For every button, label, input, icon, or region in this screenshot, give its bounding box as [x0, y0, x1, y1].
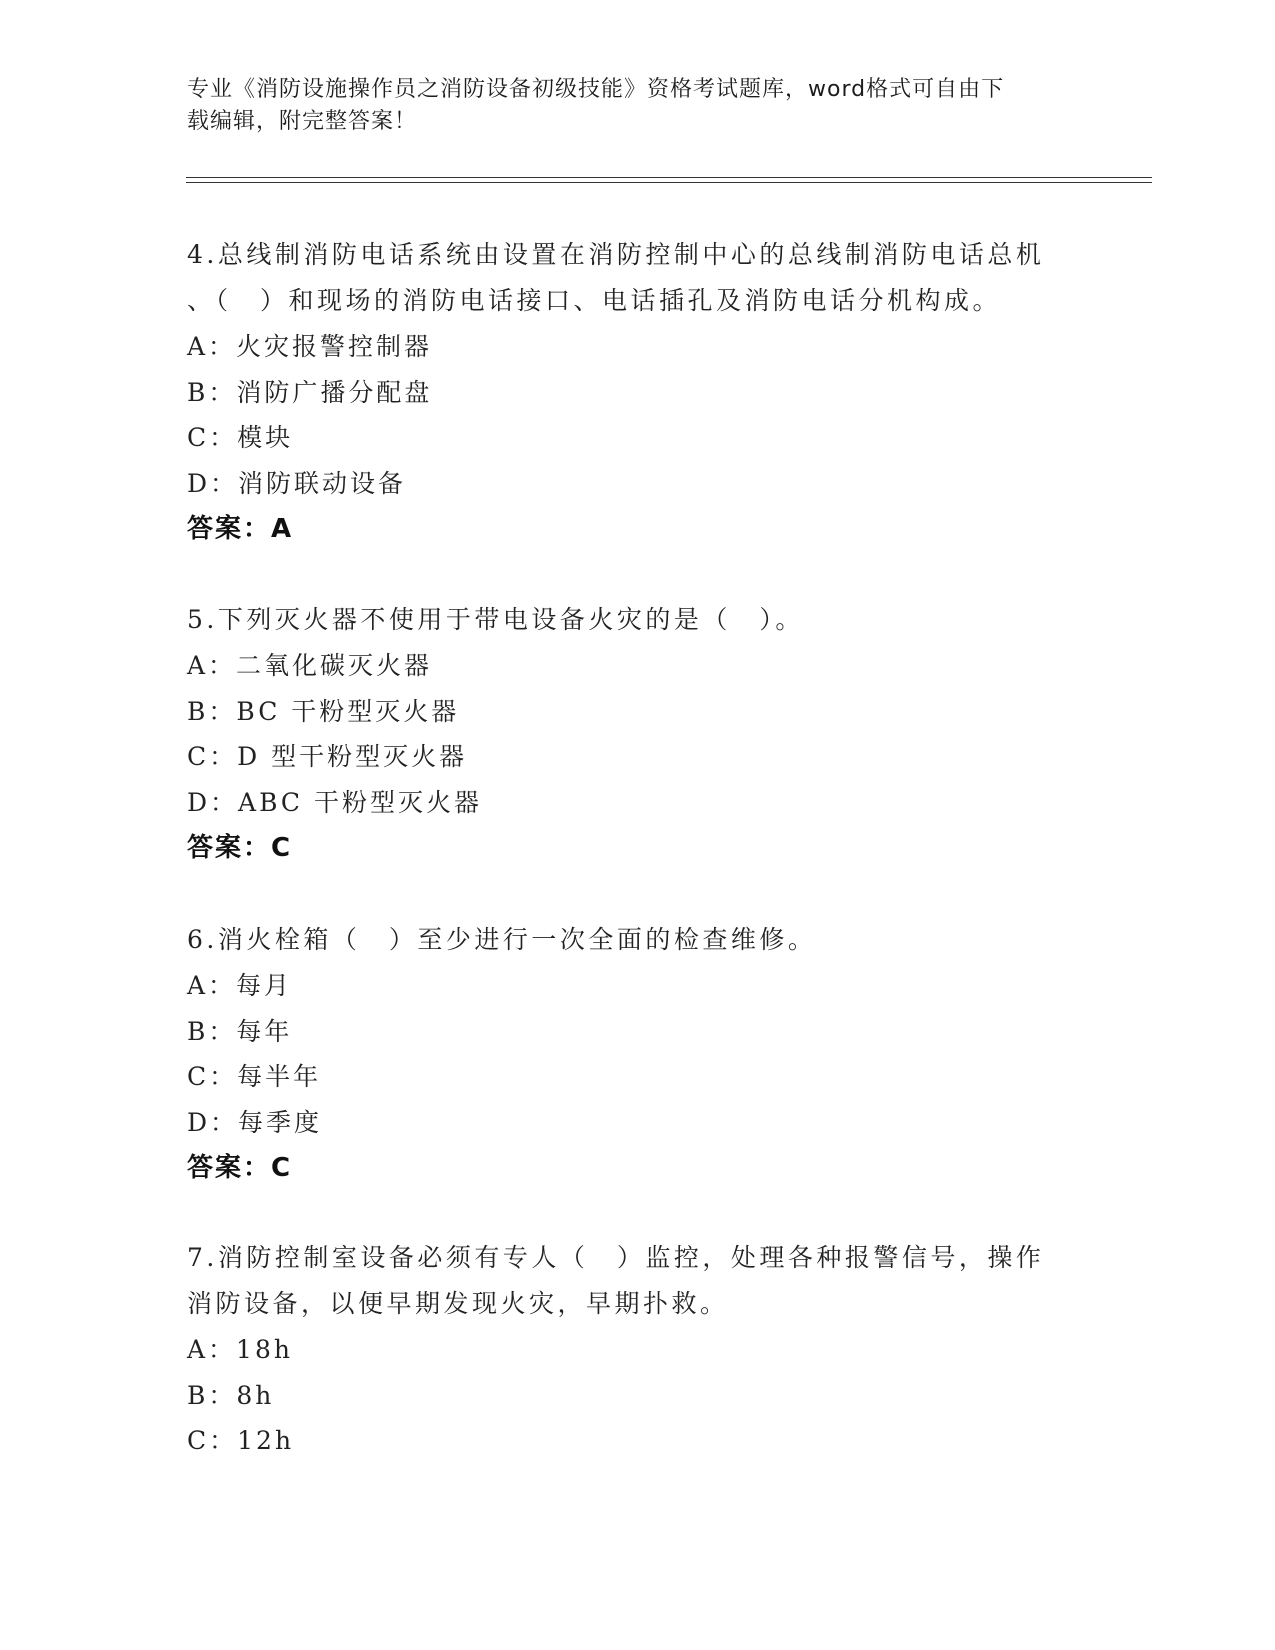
question-block — [187, 917, 1067, 1191]
header-line-1: 专业《消防设施操作员之消防设备初级技能》资格考试题库，word格式可自由下 — [187, 77, 1005, 102]
option-b: B：每年 — [187, 1016, 293, 1046]
option-c: C：12h — [187, 1426, 295, 1455]
option-d: D：消防联动设备 — [187, 468, 407, 498]
question-block — [187, 232, 1067, 552]
option-c: C：模块 — [187, 423, 294, 452]
answer-label: 答案：C — [187, 833, 293, 863]
header-divider-top — [186, 177, 1152, 178]
option-d: D：ABC 干粉型灭火器 — [187, 787, 483, 817]
question-stem-line: 6.消火栓箱（ ）至少进行一次全面的检查维修。 — [187, 925, 817, 954]
option-a: A：18h — [187, 1335, 293, 1364]
question-block — [187, 1235, 1067, 1464]
option-b: B：BC 干粉型灭火器 — [187, 696, 460, 726]
answer-label: 答案：C — [187, 1153, 293, 1183]
option-b: B：消防广播分配盘 — [187, 377, 433, 407]
question-block — [187, 597, 1067, 871]
option-c: C：每半年 — [187, 1062, 322, 1091]
question-stem-line: 4.总线制消防电话系统由设置在消防控制中心的总线制消防电话总机 — [187, 240, 1045, 269]
option-a: A：二氧化碳灭火器 — [187, 651, 433, 680]
option-a: A：火灾报警控制器 — [187, 332, 433, 361]
header-divider-bottom — [186, 182, 1152, 183]
option-d: D：每季度 — [187, 1107, 323, 1137]
answer-label: 答案：A — [187, 514, 294, 544]
header-line-2: 载编辑，附完整答案！ — [187, 109, 418, 134]
option-b: B：8h — [187, 1380, 275, 1410]
question-stem-line: 消防设备，以便早期发现火灾，早期扑救。 — [187, 1289, 729, 1318]
option-c: C：D 型干粉型灭火器 — [187, 742, 468, 771]
document-header — [187, 74, 1087, 138]
option-a: A：每月 — [187, 971, 293, 1000]
question-stem-line: 、（ ）和现场的消防电话接口、电话插孔及消防电话分机构成。 — [187, 286, 1002, 315]
question-stem-line: 5.下列灭火器不使用于带电设备火灾的是（ ）。 — [187, 605, 804, 634]
question-stem-line: 7.消防控制室设备必须有专人（ ）监控，处理各种报警信号，操作 — [187, 1243, 1045, 1272]
